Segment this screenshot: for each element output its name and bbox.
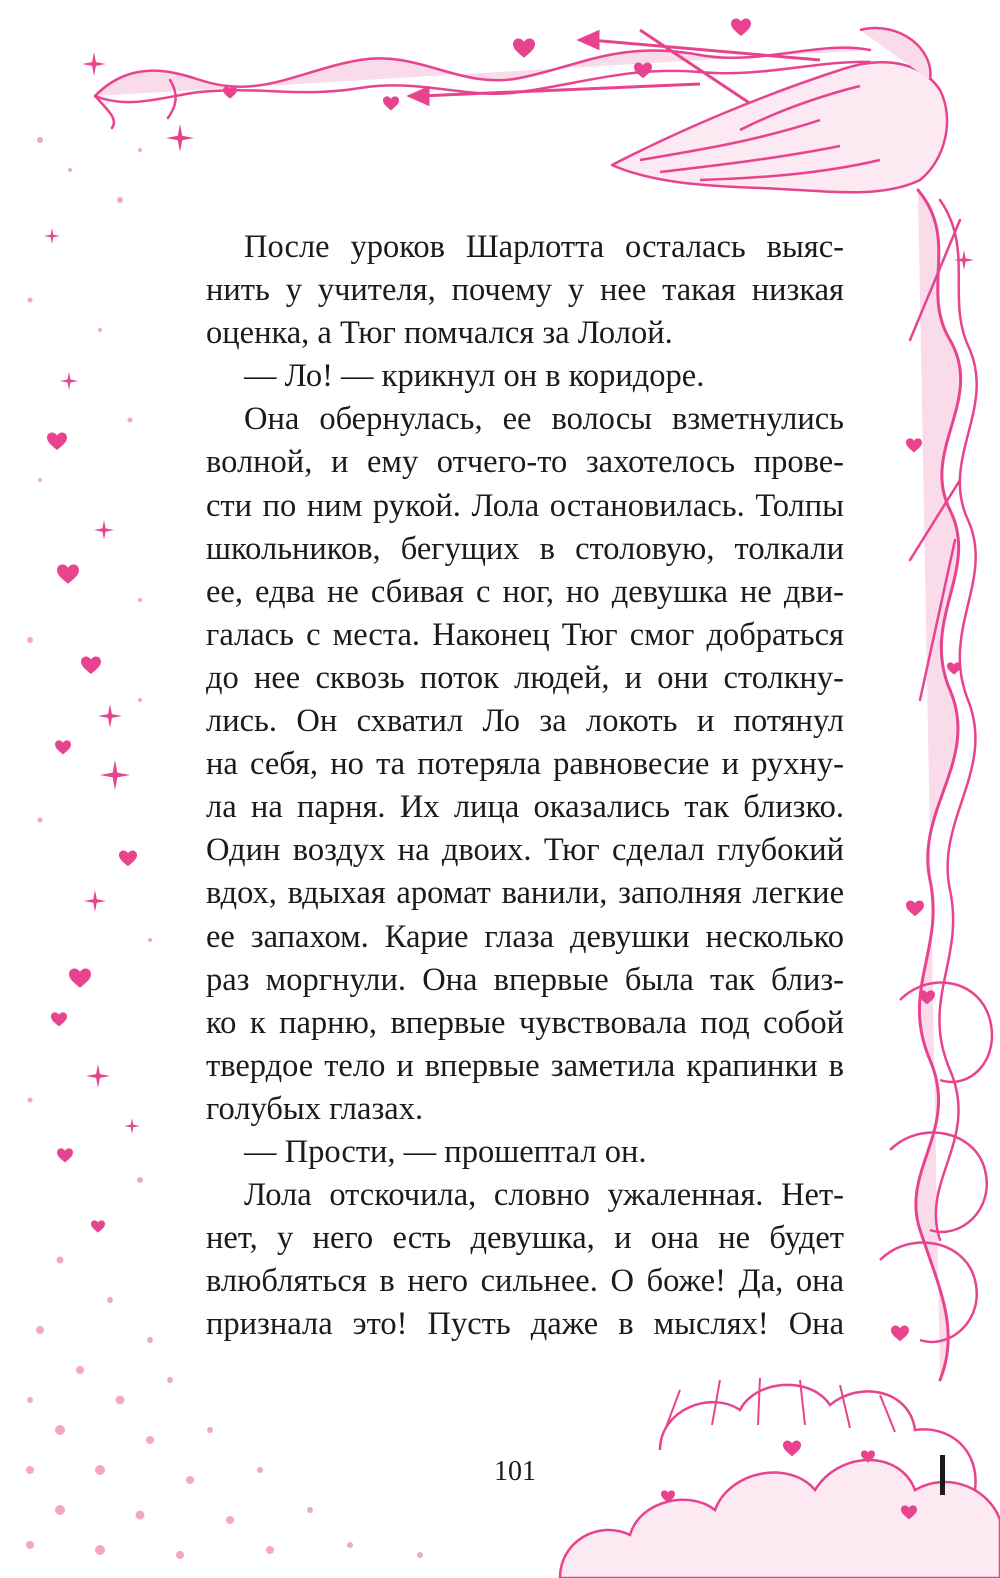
text-line: влюбляться в него сильнее. О боже! Да, она xyxy=(206,1263,844,1300)
text-line: раз моргнули. Она впервые была так близ- xyxy=(206,961,844,998)
text-line: вдох, вдыхая аромат ванили, заполняя легкие xyxy=(206,875,844,912)
right-ribbon-illustration xyxy=(910,190,977,1380)
page-number: 101 xyxy=(494,1456,536,1487)
text-line: ее запахом. Карие глаза девушки несколько xyxy=(206,918,844,955)
text-line: Она обернулась, ее волосы взметнулись xyxy=(244,401,844,438)
text-line: галась с места. Наконец Тюг смог добраться xyxy=(206,616,844,653)
text-line: После уроков Шарлотта осталась выяс- xyxy=(244,229,844,265)
text-line: ко к парню, впервые чувствовала под собой xyxy=(206,1004,844,1041)
text-line: до нее сквозь поток людей, и они столкну- xyxy=(206,659,844,696)
text-line: голубых глазах. xyxy=(206,1090,424,1127)
text-line: оценка, а Тюг помчался за Лолой. xyxy=(206,315,673,352)
text-line: волной, и ему отчего-то захотелось прове- xyxy=(206,444,844,481)
text-line: лись. Он схватил Ло за локоть и потянул xyxy=(206,703,844,740)
text-line: ла на парня. Их лица оказались так близко. xyxy=(206,789,844,826)
text-line: нет, у него есть девушка, и она не будет xyxy=(206,1220,844,1257)
text-line: Один воздух на двоих. Тюг сделал глубокий xyxy=(206,832,844,869)
text-line: сти по ним рукой. Лола остановилась. Толпы xyxy=(206,487,844,524)
text-line: школьников, бегущих в столовую, толкали xyxy=(206,530,844,567)
text-line: нить у учителя, почему у нее такая низкая xyxy=(206,272,844,309)
text-line: Лола отскочила, словно ужаленная. Нет- xyxy=(244,1177,844,1214)
text-line: — Ло! — крикнул он в коридоре. xyxy=(244,358,705,395)
text-line: признала это! Пусть даже в мыслях! Она xyxy=(206,1306,844,1343)
text-line: на себя, но та потеряла равновесие и рухну- xyxy=(206,746,844,783)
text-line: твердое тело и впервые заметила крапинки в xyxy=(206,1047,844,1084)
text-line: ее, едва не сбивая с ног, но девушка не дви- xyxy=(206,573,844,610)
body-text xyxy=(206,226,844,1346)
text-line: — Прости, — прошептал он. xyxy=(244,1133,647,1170)
page-edge-marker xyxy=(940,1455,945,1495)
